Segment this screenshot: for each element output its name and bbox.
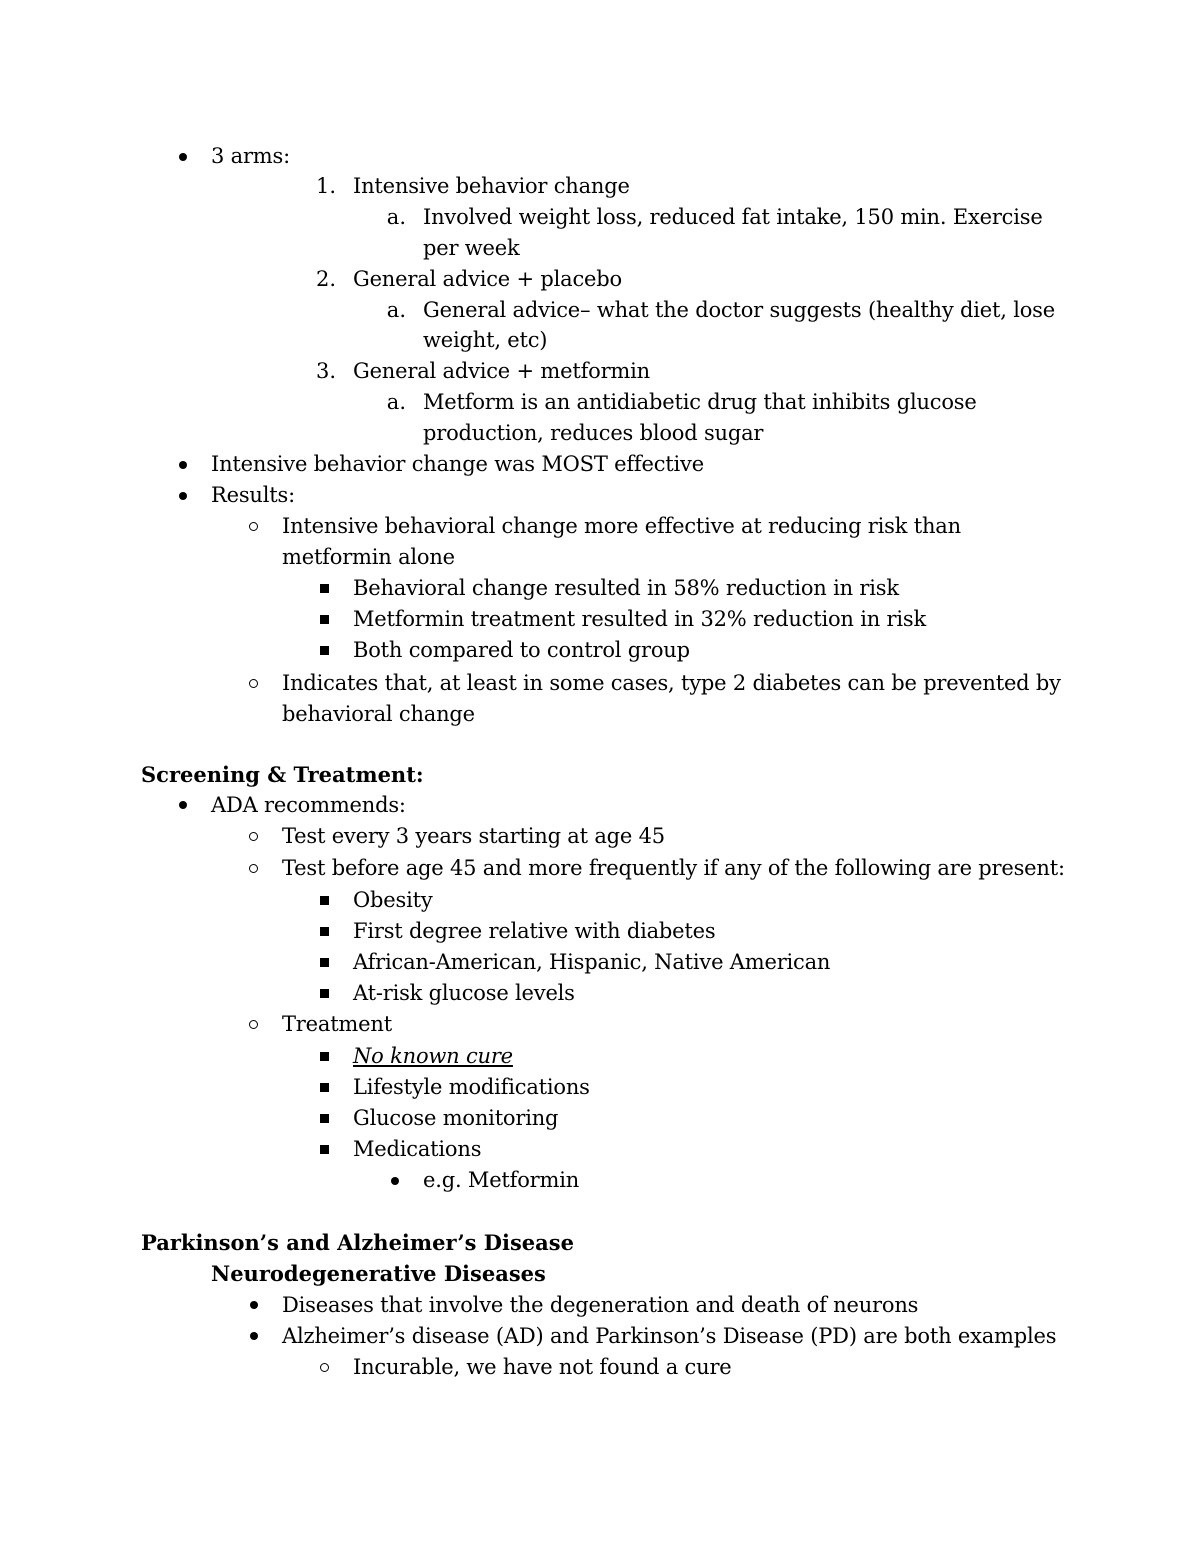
- results-label: Results:: [211, 483, 295, 507]
- results-sub-item: Both compared to control group: [353, 638, 690, 662]
- arm-sub-line: production, reduces blood sugar: [423, 421, 764, 445]
- arm-text: General advice + metformin: [353, 359, 650, 383]
- ada-text: ADA recommends:: [211, 793, 406, 817]
- treatment-item: Lifestyle modifications: [353, 1075, 590, 1099]
- bullet-square: [320, 989, 329, 998]
- bullet-square: [320, 896, 329, 905]
- risk-factor-item: First degree relative with diabetes: [353, 919, 716, 943]
- bullet-square: [320, 615, 329, 624]
- screening-heading: Screening & Treatment:: [141, 762, 424, 787]
- results-sub-item: Behavioral change resulted in 58% reduction in risk: [353, 576, 899, 600]
- bullet-dot: [179, 492, 187, 500]
- bullet-dot: [179, 461, 187, 469]
- bullet-square: [320, 1083, 329, 1092]
- arms-label: 3 arms:: [211, 144, 290, 168]
- screening-test-text: Test every 3 years starting at age 45: [282, 824, 665, 848]
- treatment-item: Glucose monitoring: [353, 1106, 559, 1130]
- bullet-square: [320, 958, 329, 967]
- pd-ad-heading: Parkinson’s and Alzheimer’s Disease: [141, 1230, 574, 1255]
- results-sub-item: Metformin treatment resulted in 32% reduction in risk: [353, 607, 927, 631]
- bullet-ring: [249, 832, 258, 841]
- screening-test-text: Test before age 45 and more frequently if any of the following are present:: [282, 856, 1065, 880]
- results-point-line: Intensive behavioral change more effective at reducing risk than: [282, 514, 961, 538]
- arm-text: General advice + placebo: [353, 267, 622, 291]
- arm-sub-letter: a.: [386, 390, 406, 414]
- bullet-dot: [391, 1177, 399, 1185]
- risk-factor-item: At-risk glucose levels: [353, 981, 575, 1005]
- bullet-ring: [249, 679, 258, 688]
- medication-example: e.g. Metformin: [423, 1168, 580, 1192]
- bullet-dot: [179, 801, 187, 809]
- bullet-square: [320, 584, 329, 593]
- bullet-square: [320, 646, 329, 655]
- bullet-ring: [320, 1363, 329, 1372]
- most-effective-text: Intensive behavior change was MOST effective: [211, 452, 704, 476]
- treatment-label: Treatment: [282, 1012, 392, 1036]
- arm-number: 2.: [315, 267, 336, 291]
- bullet-ring: [249, 864, 258, 873]
- results-point-line: metformin alone: [282, 545, 455, 569]
- pd-ad-subheading: Neurodegenerative Diseases: [211, 1261, 546, 1286]
- pd-ad-point: Alzheimer’s disease (AD) and Parkinson’s Disease (PD) are both examples: [282, 1324, 1057, 1348]
- arm-sub-line: Metform is an antidiabetic drug that inhibits glucose: [423, 390, 977, 414]
- treatment-item: Medications: [353, 1137, 482, 1161]
- bullet-dot: [250, 1332, 258, 1340]
- no-cure-text: No known cure: [353, 1044, 513, 1068]
- pd-ad-point: Diseases that involve the degeneration and death of neurons: [282, 1293, 919, 1317]
- bullet-dot: [179, 153, 187, 161]
- bullet-square: [320, 1145, 329, 1154]
- arm-number: 3.: [315, 359, 336, 383]
- results-point-line: behavioral change: [282, 702, 475, 726]
- bullet-dot: [250, 1301, 258, 1309]
- arm-sub-letter: a.: [386, 205, 406, 229]
- bullet-square: [320, 1114, 329, 1123]
- bullet-square: [320, 1052, 329, 1061]
- arm-sub-line: weight, etc): [423, 328, 548, 352]
- arm-sub-letter: a.: [386, 298, 406, 322]
- bullet-ring: [249, 522, 258, 531]
- arm-sub-line: per week: [423, 236, 520, 260]
- arm-text: Intensive behavior change: [353, 174, 630, 198]
- results-point-line: Indicates that, at least in some cases, type 2 diabetes can be prevented by: [282, 671, 1061, 695]
- arm-number: 1.: [315, 174, 336, 198]
- arm-sub-line: Involved weight loss, reduced fat intake, 150 min. Exercise: [423, 205, 1043, 229]
- arm-sub-line: General advice– what the doctor suggests (healthy diet, lose: [423, 298, 1055, 322]
- bullet-ring: [249, 1020, 258, 1029]
- pd-ad-sub-point: Incurable, we have not found a cure: [353, 1355, 732, 1379]
- bullet-square: [320, 927, 329, 936]
- risk-factor-item: African-American, Hispanic, Native American: [353, 950, 831, 974]
- risk-factor-item: Obesity: [353, 888, 433, 912]
